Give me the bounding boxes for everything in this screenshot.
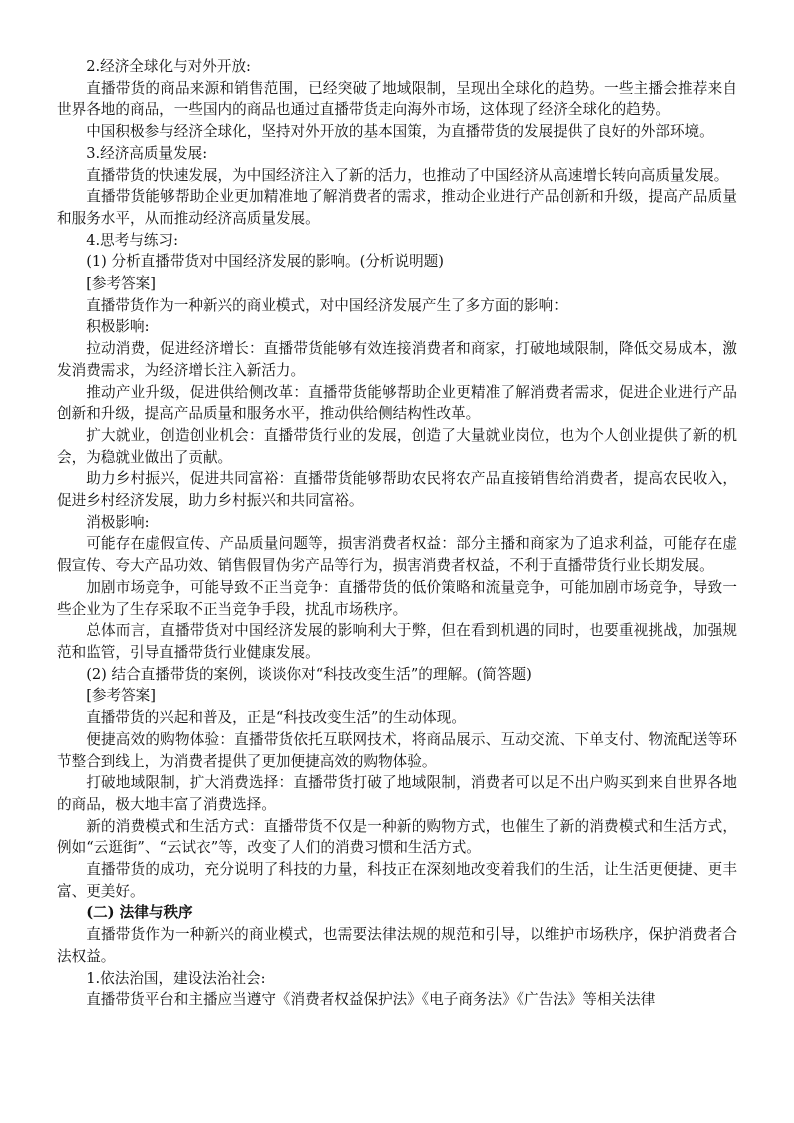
reference-answer-label: [参考答案] [86,687,156,705]
paragraph: 直播带货的兴起和普及，正是“科技改变生活”的生动体现。 [86,709,466,727]
paragraph: 推动产业升级，促进供给侧改革：直播带货能够帮助企业更精准了解消费者需求，促进企业进行产品创新和升级，提高产品质量和服务水平，推动供给侧结构性改革。 [57,383,737,423]
question-2: (2) 结合直播带货的案例，谈谈你对“科技改变生活”的理解。(简答题) [86,665,532,683]
heading-exercises: 4.思考与练习: [86,231,178,249]
paragraph: 直播带货的快速发展，为中国经济注入了新的活力，也推动了中国经济从高速增长转向高质量发展。 [86,166,729,184]
paragraph: 总体而言，直播带货对中国经济发展的影响利大于弊，但在看到机遇的同时，也要重视挑战，加强规范和监管，引导直播带货行业健康发展。 [57,622,737,661]
paragraph: 可能存在虚假宣传、产品质量问题等，损害消费者权益：部分主播和商家为了追求利益，可能存在虚假宣传、夸大产品功效、销售假冒伪劣产品等行为，损害消费者权益，不利于直播带货行业长期发展。 [57,535,737,575]
paragraph: 中国积极参与经济全球化，坚持对外开放的基本国策，为直播带货的发展提供了良好的外部环境。 [86,123,714,141]
paragraph: 拉动消费，促进经济增长：直播带货能够有效连接消费者和商家，打破地域限制，降低交易成本，激发消费需求，为经济增长注入新活力。 [57,340,737,379]
document-page [57,56,737,1011]
paragraph: 扩大就业，创造创业机会：直播带货行业的发展，创造了大量就业岗位，也为个人创业提供了新的机会，为稳就业做出了贡献。 [57,426,737,466]
heading-high-quality-development: 3.经济高质量发展: [86,144,208,162]
paragraph: 直播带货作为一种新兴的商业模式，也需要法律法规的规范和引导，以维护市场秩序，保护消费者合法权益。 [57,926,737,965]
paragraph: 直播带货平台和主播应当遵守《消费者权益保护法》《电子商务法》《广告法》等相关法律 [86,991,656,1009]
paragraph: 直播带货能够帮助企业更加精准地了解消费者的需求，推动企业进行产品创新和升级，提高产品质量和服务水平，从而推动经济高质量发展。 [57,188,737,227]
paragraph: 加剧市场竞争，可能导致不正当竞争：直播带货的低价策略和流量竞争，可能加剧市场竞争，导致一些企业为了生存采取不正当竞争手段，扰乱市场秩序。 [57,578,737,618]
section-heading-law-and-order: (二) 法律与秩序 [86,904,193,922]
reference-answer-label: [参考答案] [86,275,156,293]
heading-globalization: 2.经济全球化与对外开放: [86,58,251,75]
paragraph: 直播带货的商品来源和销售范围，已经突破了地域限制，呈现出全球化的趋势。一些主播会推荐来自世界各地的商品，一些国内的商品也通过直播带货走向海外市场，这体现了经济全球化的趋势。 [57,79,737,119]
heading-rule-of-law: 1.依法治国，建设法治社会: [86,969,266,987]
paragraph: 便捷高效的购物体验：直播带货依托互联网技术，将商品展示、互动交流、下单支付、物流配送等环节整合到线上，为消费者提供了更加便捷高效的购物体验。 [57,730,737,770]
subheading-negative: 消极影响: [86,513,150,531]
question-1: (1) 分析直播带货对中国经济发展的影响。(分析说明题) [86,253,444,271]
paragraph: 直播带货作为一种新兴的商业模式，对中国经济发展产生了多方面的影响： [86,296,568,314]
subheading-positive: 积极影响: [86,318,150,336]
paragraph: 打破地域限制，扩大消费选择：直播带货打破了地域限制，消费者可以足不出户购买到来自世界各地的商品，极大地丰富了消费选择。 [57,774,737,813]
paragraph: 新的消费模式和生活方式：直播带货不仅是一种新的购物方式，也催生了新的消费模式和生活方式，例如“云逛街”、“云试衣”等，改变了人们的消费习惯和生活方式。 [57,817,737,857]
paragraph: 直播带货的成功，充分说明了科技的力量，科技正在深刻地改变着我们的生活，让生活更便捷、更丰富、更美好。 [57,861,737,900]
paragraph: 助力乡村振兴，促进共同富裕：直播带货能够帮助农民将农产品直接销售给消费者，提高农民收入，促进乡村经济发展，助力乡村振兴和共同富裕。 [57,470,737,510]
